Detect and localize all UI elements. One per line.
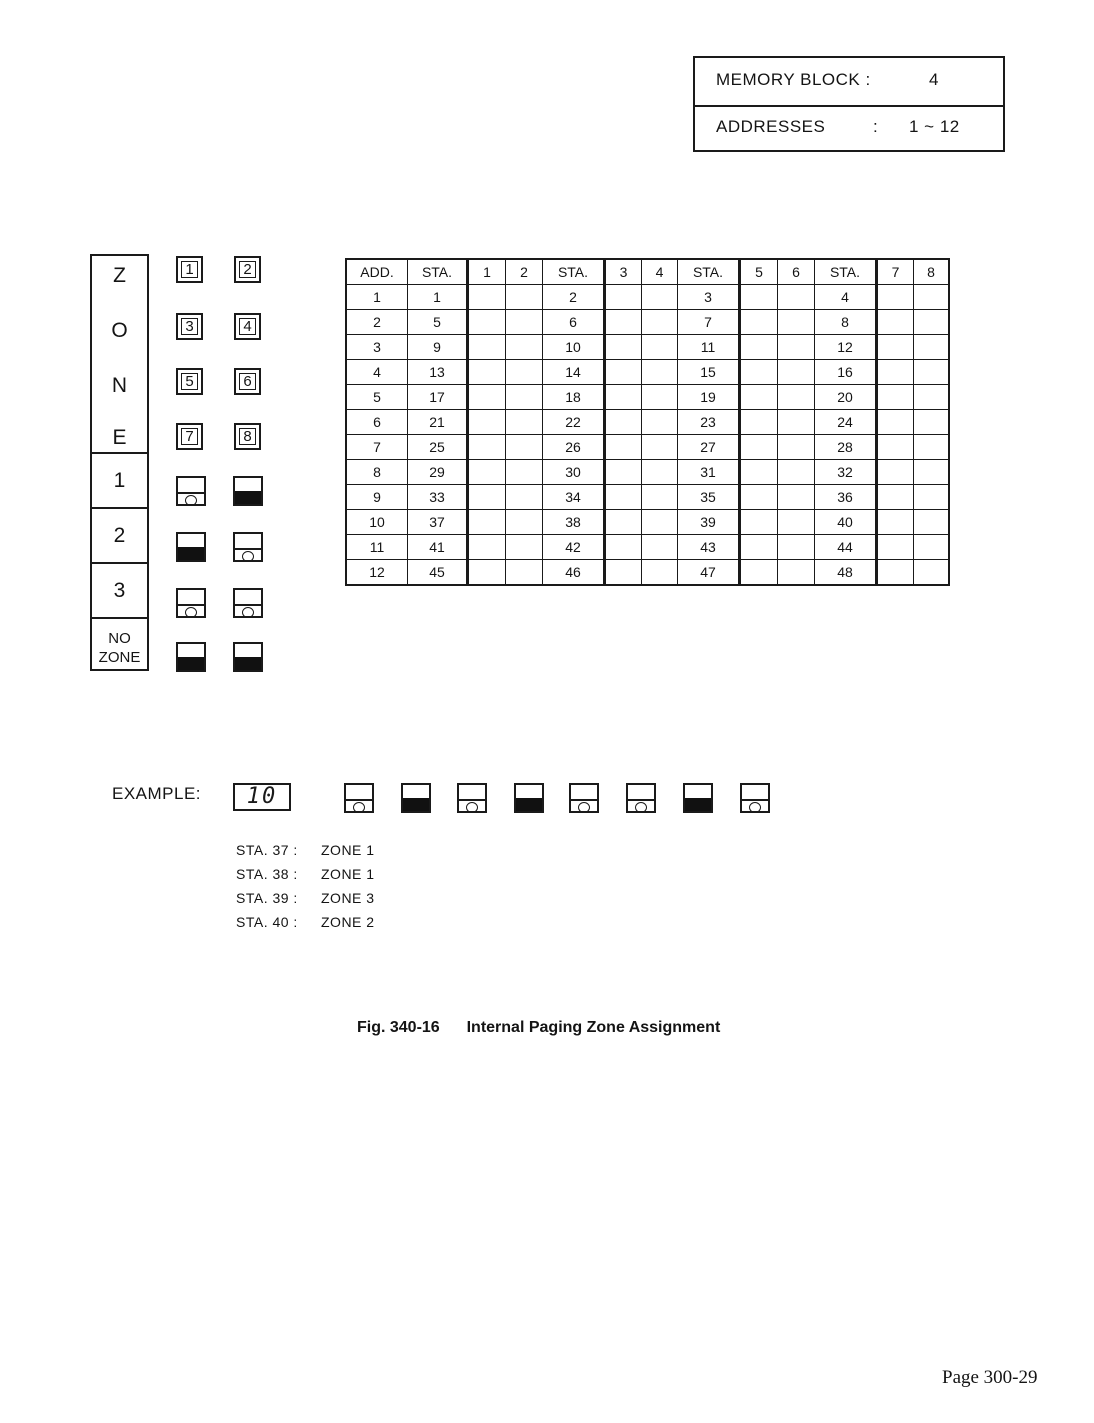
switch-cell [778,335,815,360]
dip-switch-on [233,476,263,506]
table-header-cell: STA. [408,259,468,285]
address-cell: 10 [346,510,408,535]
switch-cell [740,510,778,535]
switch-cell [877,285,914,310]
station-cell: 21 [408,410,468,435]
address-cell: 4 [346,360,408,385]
station-cell: 36 [815,485,877,510]
zone-row-2 [92,507,147,563]
dip-switch-off [233,588,263,618]
switch-cell [914,485,950,510]
station-cell: 39 [678,510,740,535]
switch-cell [877,335,914,360]
station-cell: 22 [543,410,605,435]
zone-row-3 [92,562,147,618]
switch-number-label: 4 [239,318,256,335]
memory-block-box [693,56,1005,152]
switch-cell [642,385,678,410]
switch-cell [877,460,914,485]
example-dip-switch-off [569,783,599,813]
station-cell: 26 [543,435,605,460]
table-header-cell: 7 [877,259,914,285]
address-cell: 1 [346,285,408,310]
switch-cell [877,510,914,535]
station-cell: 42 [543,535,605,560]
table-header-cell: 8 [914,259,950,285]
switch-cell [778,285,815,310]
station-cell: 37 [408,510,468,535]
switch-cell [740,410,778,435]
memory-block-row [695,58,1003,107]
station-cell: 2 [543,285,605,310]
switch-cell [740,385,778,410]
addresses-separator: : [873,117,879,136]
dip-switch-off [176,588,206,618]
switch-cell [778,510,815,535]
switch-cell [877,385,914,410]
example-zone: ZONE 1 [321,842,375,858]
station-cell: 38 [543,510,605,535]
switch-cell [914,335,950,360]
switch-cell [740,335,778,360]
switch-cell [740,360,778,385]
switch-cell [778,460,815,485]
switch-cell [642,510,678,535]
station-cell: 4 [815,285,877,310]
switch-cell [605,460,642,485]
table-row [346,335,949,360]
switch-number-6 [234,368,261,395]
switch-cell [506,310,543,335]
table-row [346,510,949,535]
example-dip-switch-on [683,783,713,813]
switch-cell [605,285,642,310]
switch-number-label: 8 [239,428,256,445]
switch-cell [778,360,815,385]
zone-row-none [92,617,147,669]
dip-switch-off [176,476,206,506]
switch-cell [642,310,678,335]
station-cell: 33 [408,485,468,510]
switch-cell [605,360,642,385]
switch-number-label: 2 [239,261,256,278]
switch-cell [778,435,815,460]
switch-cell [605,560,642,586]
zone-letter: Z [113,264,126,287]
switch-cell [642,335,678,360]
station-cell: 47 [678,560,740,586]
address-cell: 2 [346,310,408,335]
station-cell: 5 [408,310,468,335]
dip-switch-on [176,642,206,672]
station-cell: 10 [543,335,605,360]
switch-cell [506,410,543,435]
table-row [346,310,949,335]
station-cell: 40 [815,510,877,535]
figure-title: Internal Paging Zone Assignment [466,1019,721,1036]
example-dip-switch-on [514,783,544,813]
switch-cell [740,310,778,335]
station-cell: 12 [815,335,877,360]
switch-number-8 [234,423,261,450]
example-sta: STA. 39 : [236,890,298,906]
station-cell: 13 [408,360,468,385]
switch-cell [642,485,678,510]
dip-switch-on [233,642,263,672]
station-address-table [345,258,950,586]
example-sta: STA. 37 : [236,842,298,858]
switch-cell [914,560,950,586]
memory-block-label: MEMORY BLOCK : [716,70,871,89]
table-row [346,435,949,460]
station-cell: 6 [543,310,605,335]
switch-cell [914,285,950,310]
switch-cell [740,560,778,586]
example-zone: ZONE 2 [321,914,375,930]
switch-cell [468,310,506,335]
switch-cell [506,485,543,510]
switch-cell [642,410,678,435]
station-cell: 8 [815,310,877,335]
switch-cell [914,535,950,560]
station-cell: 28 [815,435,877,460]
addresses-row [695,105,1003,152]
station-cell: 15 [678,360,740,385]
switch-cell [877,410,914,435]
table-row [346,385,949,410]
figure-caption [357,1019,720,1037]
station-cell: 1 [408,285,468,310]
example-zone: ZONE 1 [321,866,375,882]
zone-row-1 [92,452,147,508]
switch-cell [506,385,543,410]
table-header-cell: 5 [740,259,778,285]
station-cell: 20 [815,385,877,410]
table-header-cell: 6 [778,259,815,285]
table-header-cell: STA. [815,259,877,285]
station-cell: 43 [678,535,740,560]
switch-cell [642,560,678,586]
example-dip-switch-off [344,783,374,813]
switch-cell [468,435,506,460]
switch-cell [468,460,506,485]
switch-number-label: 1 [181,261,198,278]
switch-cell [914,460,950,485]
zone-letter: O [111,319,128,342]
table-row [346,535,949,560]
switch-cell [914,510,950,535]
switch-cell [914,410,950,435]
switch-cell [642,460,678,485]
switch-number-7 [176,423,203,450]
switch-number-4 [234,313,261,340]
switch-cell [468,360,506,385]
switch-cell [740,285,778,310]
station-cell: 35 [678,485,740,510]
zone-column [90,254,149,671]
switch-cell [605,510,642,535]
zone-row-label: 1 [113,469,126,492]
switch-cell [605,385,642,410]
example-dip-switch-off [740,783,770,813]
example-dip-switch-off [457,783,487,813]
switch-cell [506,535,543,560]
table-header-cell: 4 [642,259,678,285]
switch-cell [468,335,506,360]
switch-cell [877,310,914,335]
station-cell: 30 [543,460,605,485]
switch-number-5 [176,368,203,395]
dip-switch-off [233,532,263,562]
switch-number-3 [176,313,203,340]
example-label: EXAMPLE: [112,784,202,803]
station-cell: 41 [408,535,468,560]
example-dip-switch-off [626,783,656,813]
table-body [346,285,949,586]
address-cell: 5 [346,385,408,410]
table-header-cell: 3 [605,259,642,285]
station-cell: 31 [678,460,740,485]
switch-cell [778,535,815,560]
table-header-cell: STA. [678,259,740,285]
switch-cell [468,535,506,560]
switch-cell [468,410,506,435]
dip-switch-on [176,532,206,562]
station-cell: 19 [678,385,740,410]
nozone-line-1: NO [108,630,131,647]
address-cell: 12 [346,560,408,586]
switch-cell [506,460,543,485]
example-sta: STA. 40 : [236,914,298,930]
switch-cell [778,410,815,435]
example-zone: ZONE 3 [321,890,375,906]
switch-cell [778,560,815,586]
switch-cell [914,385,950,410]
switch-cell [740,435,778,460]
switch-cell [506,560,543,586]
station-cell: 11 [678,335,740,360]
switch-cell [605,335,642,360]
switch-cell [642,435,678,460]
switch-cell [468,560,506,586]
address-display: 10 [233,783,291,811]
station-cell: 18 [543,385,605,410]
station-cell: 17 [408,385,468,410]
station-cell: 16 [815,360,877,385]
switch-cell [740,535,778,560]
table-header-cell: ADD. [346,259,408,285]
table-row [346,285,949,310]
switch-cell [506,335,543,360]
switch-cell [605,310,642,335]
station-cell: 24 [815,410,877,435]
switch-number-label: 7 [181,428,198,445]
example-sta: STA. 38 : [236,866,298,882]
address-cell: 9 [346,485,408,510]
switch-cell [506,510,543,535]
switch-cell [642,285,678,310]
zone-row-label: 2 [113,524,126,547]
table-header-cell: STA. [543,259,605,285]
switch-cell [914,310,950,335]
station-cell: 34 [543,485,605,510]
switch-number-2 [234,256,261,283]
switch-cell [605,410,642,435]
switch-cell [877,535,914,560]
switch-cell [506,285,543,310]
station-cell: 46 [543,560,605,586]
address-cell: 6 [346,410,408,435]
switch-cell [877,435,914,460]
station-cell: 48 [815,560,877,586]
nozone-line-2: ZONE [98,649,141,666]
memory-block-value: 4 [929,70,939,89]
switch-cell [642,535,678,560]
station-cell: 14 [543,360,605,385]
address-cell: 8 [346,460,408,485]
switch-cell [914,435,950,460]
switch-number-label: 6 [239,373,256,390]
station-cell: 29 [408,460,468,485]
switch-number-label: 5 [181,373,198,390]
zone-letter: N [111,374,128,397]
switch-number-1 [176,256,203,283]
switch-cell [778,485,815,510]
switch-cell [605,435,642,460]
address-cell: 7 [346,435,408,460]
switch-cell [740,485,778,510]
switch-cell [914,360,950,385]
table-row [346,460,949,485]
switch-cell [778,310,815,335]
switch-cell [468,385,506,410]
station-cell: 9 [408,335,468,360]
table-row [346,360,949,385]
page-number: Page 300-29 [942,1367,1038,1388]
table-row [346,560,949,586]
table-header-cell: 1 [468,259,506,285]
addresses-value: 1 ~ 12 [909,117,960,136]
address-cell: 11 [346,535,408,560]
station-cell: 45 [408,560,468,586]
switch-cell [877,485,914,510]
address-cell: 3 [346,335,408,360]
station-cell: 23 [678,410,740,435]
switch-cell [605,535,642,560]
station-cell: 44 [815,535,877,560]
table-row [346,485,949,510]
switch-cell [605,485,642,510]
switch-cell [642,360,678,385]
zone-letter: E [112,426,127,449]
station-cell: 3 [678,285,740,310]
station-cell: 27 [678,435,740,460]
station-cell: 32 [815,460,877,485]
switch-cell [877,360,914,385]
station-cell: 7 [678,310,740,335]
switch-number-label: 3 [181,318,198,335]
table-row [346,410,949,435]
addresses-label: ADDRESSES [716,117,826,136]
table-header-cell: 2 [506,259,543,285]
switch-cell [468,285,506,310]
example-dip-switch-on [401,783,431,813]
switch-cell [468,485,506,510]
table-header-row [346,259,949,285]
figure-number: Fig. 340-16 [357,1019,440,1036]
switch-cell [877,560,914,586]
station-cell: 25 [408,435,468,460]
zone-row-label: 3 [113,579,126,602]
switch-cell [506,435,543,460]
switch-cell [740,460,778,485]
switch-cell [778,385,815,410]
switch-cell [468,510,506,535]
switch-cell [506,360,543,385]
